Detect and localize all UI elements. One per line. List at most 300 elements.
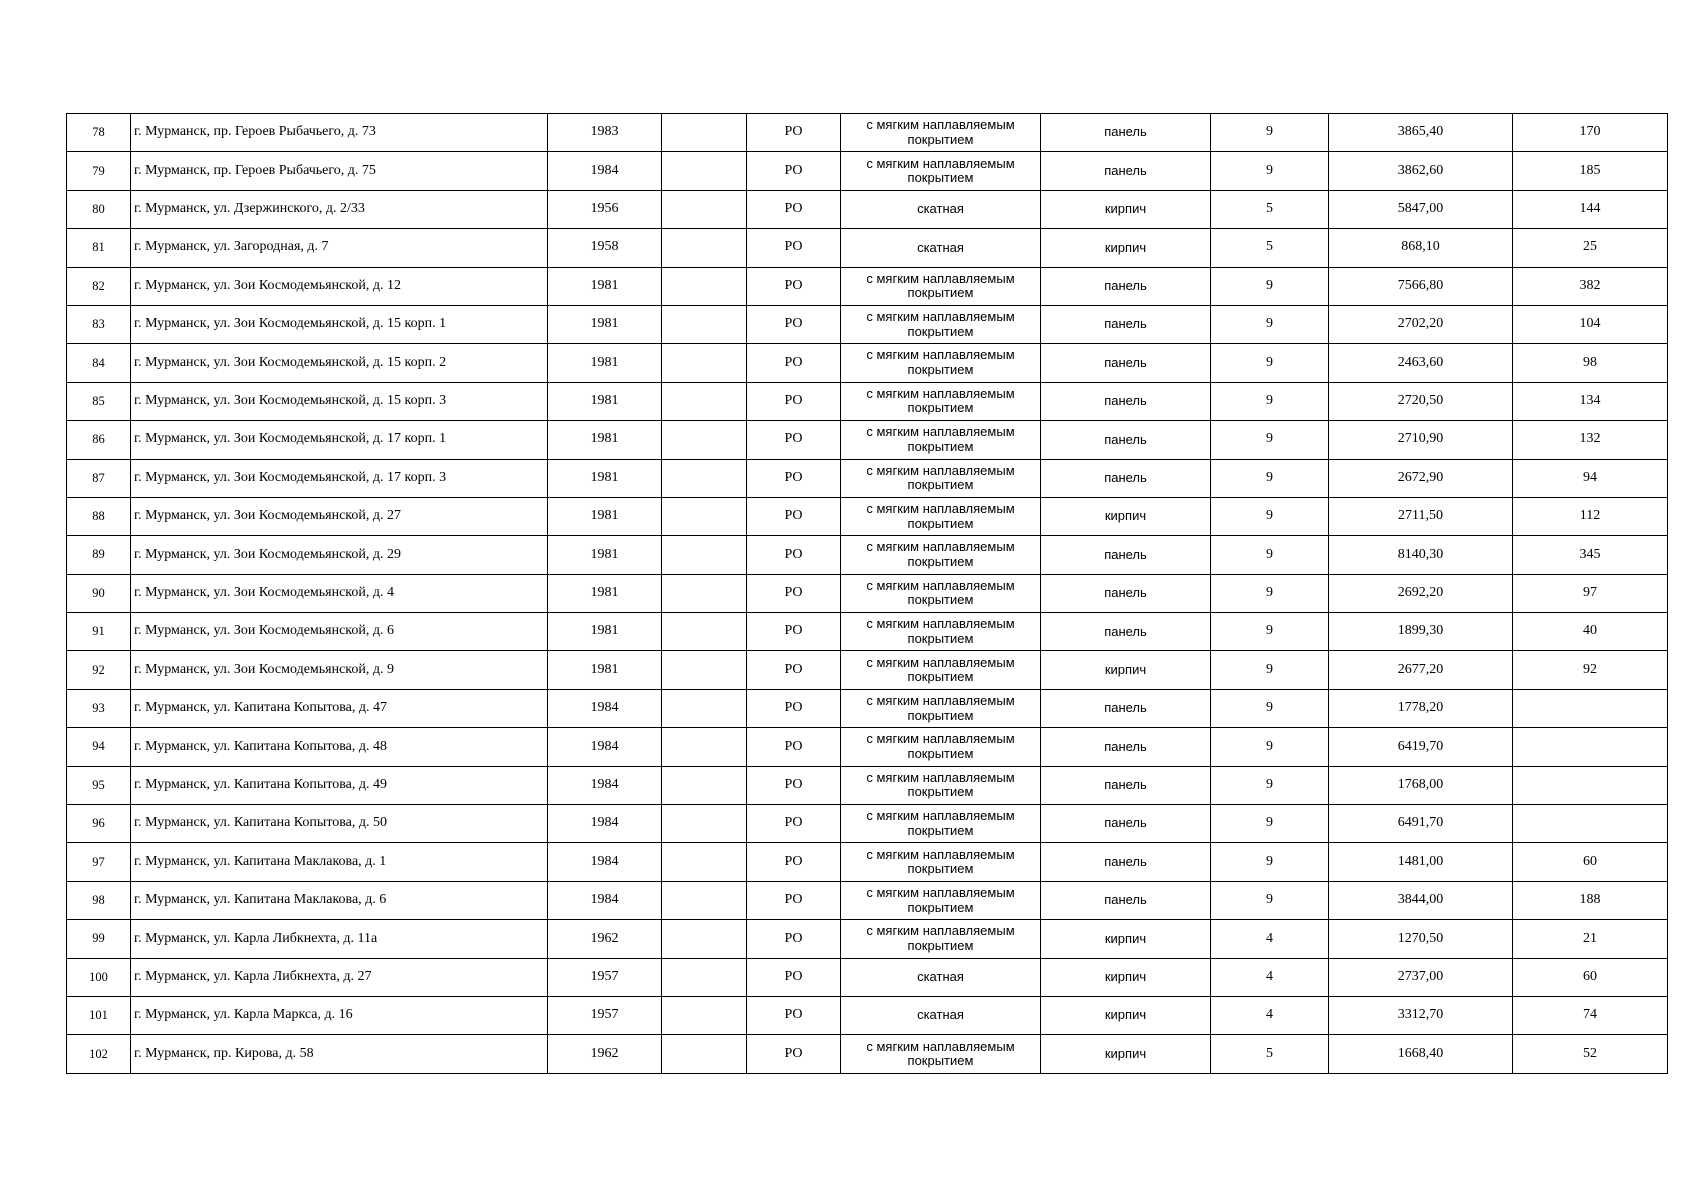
row-number-cell: 88 <box>67 497 131 535</box>
residents-cell: 185 <box>1513 152 1668 190</box>
roof-type-line: с мягким наплавляемым <box>866 769 1015 785</box>
area-cell: 5847,00 <box>1329 190 1513 228</box>
address-cell: г. Мурманск, ул. Зои Космодемьянской, д. 17 корп. 1 <box>131 421 548 459</box>
empty-cell <box>662 766 747 804</box>
empty-cell <box>662 920 747 958</box>
wall-material-cell: панель <box>1041 881 1211 919</box>
residents-cell: 60 <box>1513 843 1668 881</box>
org-cell: РО <box>747 689 841 727</box>
roof-type-line: покрытием <box>907 592 974 608</box>
org-cell: РО <box>747 382 841 420</box>
year-cell: 1984 <box>548 152 662 190</box>
year-cell: 1984 <box>548 728 662 766</box>
residents-cell: 132 <box>1513 421 1668 459</box>
year-cell: 1983 <box>548 114 662 152</box>
roof-type-cell <box>841 651 1041 689</box>
org-cell: РО <box>747 267 841 305</box>
wall-material-cell: панель <box>1041 843 1211 881</box>
area-cell: 3312,70 <box>1329 996 1513 1034</box>
floors-cell: 9 <box>1211 459 1329 497</box>
roof-type-line: покрытием <box>907 937 974 953</box>
year-cell: 1981 <box>548 305 662 343</box>
address-cell: г. Мурманск, ул. Капитана Копытова, д. 47 <box>131 689 548 727</box>
row-number-cell: 87 <box>67 459 131 497</box>
roof-type-line: покрытием <box>907 438 974 454</box>
year-cell: 1956 <box>548 190 662 228</box>
year-cell: 1962 <box>548 920 662 958</box>
residents-cell: 21 <box>1513 920 1668 958</box>
roof-type-line: скатная <box>917 969 964 985</box>
roof-type-line: с мягким наплавляемым <box>866 424 1015 440</box>
wall-material-cell: панель <box>1041 267 1211 305</box>
org-cell: РО <box>747 996 841 1034</box>
row-number-cell: 102 <box>67 1035 131 1073</box>
org-cell: РО <box>747 421 841 459</box>
wall-material-cell: панель <box>1041 114 1211 152</box>
table-row <box>67 382 1668 420</box>
residents-cell: 134 <box>1513 382 1668 420</box>
row-number-cell: 97 <box>67 843 131 881</box>
org-cell: РО <box>747 459 841 497</box>
wall-material-cell: панель <box>1041 382 1211 420</box>
roof-type-line: скатная <box>917 239 964 255</box>
empty-cell <box>662 459 747 497</box>
address-cell: г. Мурманск, ул. Капитана Маклакова, д. 1 <box>131 843 548 881</box>
roof-type-line: скатная <box>917 1007 964 1023</box>
empty-cell <box>662 958 747 996</box>
row-number-cell: 81 <box>67 229 131 267</box>
table-row <box>67 305 1668 343</box>
housing-table <box>66 113 1668 1074</box>
floors-cell: 9 <box>1211 536 1329 574</box>
table-row <box>67 497 1668 535</box>
residents-cell: 144 <box>1513 190 1668 228</box>
year-cell: 1984 <box>548 766 662 804</box>
row-number-cell: 89 <box>67 536 131 574</box>
residents-cell <box>1513 766 1668 804</box>
floors-cell: 9 <box>1211 152 1329 190</box>
org-cell: РО <box>747 114 841 152</box>
roof-type-cell <box>841 459 1041 497</box>
residents-cell <box>1513 689 1668 727</box>
area-cell: 2710,90 <box>1329 421 1513 459</box>
empty-cell <box>662 996 747 1034</box>
roof-type-cell <box>841 843 1041 881</box>
table-row <box>67 190 1668 228</box>
residents-cell <box>1513 728 1668 766</box>
org-cell: РО <box>747 152 841 190</box>
floors-cell: 5 <box>1211 229 1329 267</box>
org-cell: РО <box>747 613 841 651</box>
wall-material-cell: панель <box>1041 766 1211 804</box>
wall-material-cell: кирпич <box>1041 1035 1211 1073</box>
roof-type-line: покрытием <box>907 1053 974 1069</box>
floors-cell: 9 <box>1211 421 1329 459</box>
empty-cell <box>662 651 747 689</box>
address-cell: г. Мурманск, ул. Зои Космодемьянской, д. 15 корп. 2 <box>131 344 548 382</box>
row-number-cell: 82 <box>67 267 131 305</box>
address-cell: г. Мурманск, ул. Карла Либкнехта, д. 11а <box>131 920 548 958</box>
floors-cell: 9 <box>1211 497 1329 535</box>
roof-type-cell <box>841 114 1041 152</box>
roof-type-line: с мягким наплавляемым <box>866 616 1015 632</box>
floors-cell: 9 <box>1211 574 1329 612</box>
empty-cell <box>662 574 747 612</box>
area-cell: 1768,00 <box>1329 766 1513 804</box>
roof-type-line: покрытием <box>907 170 974 186</box>
area-cell: 1778,20 <box>1329 689 1513 727</box>
area-cell: 6419,70 <box>1329 728 1513 766</box>
roof-type-line: с мягким наплавляемым <box>866 693 1015 708</box>
address-cell: г. Мурманск, ул. Загородная, д. 7 <box>131 229 548 267</box>
wall-material-cell: панель <box>1041 305 1211 343</box>
roof-type-line: с мягким наплавляемым <box>866 884 1015 900</box>
wall-material-cell: кирпич <box>1041 190 1211 228</box>
row-number-cell: 91 <box>67 613 131 651</box>
area-cell: 2702,20 <box>1329 305 1513 343</box>
area-cell: 2672,90 <box>1329 459 1513 497</box>
wall-material-cell: кирпич <box>1041 920 1211 958</box>
year-cell: 1981 <box>548 536 662 574</box>
empty-cell <box>662 805 747 843</box>
area-cell: 2677,20 <box>1329 651 1513 689</box>
table-row <box>67 728 1668 766</box>
wall-material-cell: кирпич <box>1041 996 1211 1034</box>
year-cell: 1957 <box>548 996 662 1034</box>
year-cell: 1981 <box>548 421 662 459</box>
empty-cell <box>662 1035 747 1073</box>
wall-material-cell: кирпич <box>1041 229 1211 267</box>
org-cell: РО <box>747 305 841 343</box>
wall-material-cell: панель <box>1041 152 1211 190</box>
empty-cell <box>662 421 747 459</box>
empty-cell <box>662 152 747 190</box>
area-cell: 1481,00 <box>1329 843 1513 881</box>
address-cell: г. Мурманск, ул. Карла Либкнехта, д. 27 <box>131 958 548 996</box>
roof-type-cell <box>841 613 1041 651</box>
table-row <box>67 459 1668 497</box>
roof-type-line: с мягким наплавляемым <box>866 808 1015 824</box>
residents-cell: 94 <box>1513 459 1668 497</box>
row-number-cell: 96 <box>67 805 131 843</box>
roof-type-line: с мягким наплавляемым <box>866 270 1015 286</box>
roof-type-cell <box>841 689 1041 727</box>
empty-cell <box>662 114 747 152</box>
empty-cell <box>662 689 747 727</box>
roof-type-cell <box>841 229 1041 267</box>
table-body <box>67 114 1668 1074</box>
address-cell: г. Мурманск, ул. Зои Космодемьянской, д. 9 <box>131 651 548 689</box>
empty-cell <box>662 843 747 881</box>
roof-type-line: покрытием <box>907 630 974 646</box>
area-cell: 868,10 <box>1329 229 1513 267</box>
row-number-cell: 84 <box>67 344 131 382</box>
roof-type-cell <box>841 996 1041 1034</box>
empty-cell <box>662 190 747 228</box>
row-number-cell: 94 <box>67 728 131 766</box>
area-cell: 1270,50 <box>1329 920 1513 958</box>
table-row <box>67 421 1668 459</box>
residents-cell: 92 <box>1513 651 1668 689</box>
org-cell: РО <box>747 920 841 958</box>
year-cell: 1984 <box>548 843 662 881</box>
floors-cell: 4 <box>1211 996 1329 1034</box>
residents-cell: 188 <box>1513 881 1668 919</box>
roof-type-cell <box>841 536 1041 574</box>
roof-type-line: с мягким наплавляемым <box>866 385 1015 401</box>
org-cell: РО <box>747 536 841 574</box>
area-cell: 6491,70 <box>1329 805 1513 843</box>
roof-type-cell <box>841 305 1041 343</box>
floors-cell: 5 <box>1211 190 1329 228</box>
table-row <box>67 805 1668 843</box>
roof-type-line: с мягким наплавляемым <box>866 117 1015 133</box>
year-cell: 1981 <box>548 613 662 651</box>
org-cell: РО <box>747 1035 841 1073</box>
roof-type-line: с мягким наплавляемым <box>866 731 1015 747</box>
residents-cell: 52 <box>1513 1035 1668 1073</box>
area-cell: 2737,00 <box>1329 958 1513 996</box>
area-cell: 3844,00 <box>1329 881 1513 919</box>
area-cell: 3865,40 <box>1329 114 1513 152</box>
wall-material-cell: панель <box>1041 805 1211 843</box>
area-cell: 1668,40 <box>1329 1035 1513 1073</box>
roof-type-line: с мягким наплавляемым <box>866 923 1015 939</box>
wall-material-cell: кирпич <box>1041 651 1211 689</box>
row-number-cell: 78 <box>67 114 131 152</box>
area-cell: 2463,60 <box>1329 344 1513 382</box>
residents-cell: 97 <box>1513 574 1668 612</box>
area-cell: 3862,60 <box>1329 152 1513 190</box>
table-row <box>67 958 1668 996</box>
roof-type-cell <box>841 766 1041 804</box>
row-number-cell: 83 <box>67 305 131 343</box>
floors-cell: 9 <box>1211 651 1329 689</box>
org-cell: РО <box>747 651 841 689</box>
org-cell: РО <box>747 881 841 919</box>
roof-type-cell <box>841 382 1041 420</box>
table-row <box>67 114 1668 152</box>
year-cell: 1981 <box>548 382 662 420</box>
area-cell: 2720,50 <box>1329 382 1513 420</box>
floors-cell: 9 <box>1211 613 1329 651</box>
table-row <box>67 229 1668 267</box>
area-cell: 2692,20 <box>1329 574 1513 612</box>
org-cell: РО <box>747 497 841 535</box>
address-cell: г. Мурманск, ул. Зои Космодемьянской, д. 6 <box>131 613 548 651</box>
residents-cell: 170 <box>1513 114 1668 152</box>
residents-cell: 98 <box>1513 344 1668 382</box>
floors-cell: 9 <box>1211 689 1329 727</box>
wall-material-cell: панель <box>1041 728 1211 766</box>
roof-type-line: покрытием <box>907 400 974 416</box>
year-cell: 1984 <box>548 689 662 727</box>
wall-material-cell: панель <box>1041 689 1211 727</box>
address-cell: г. Мурманск, ул. Зои Космодемьянской, д. 4 <box>131 574 548 612</box>
row-number-cell: 93 <box>67 689 131 727</box>
floors-cell: 9 <box>1211 344 1329 382</box>
empty-cell <box>662 536 747 574</box>
address-cell: г. Мурманск, пр. Кирова, д. 58 <box>131 1035 548 1073</box>
address-cell: г. Мурманск, ул. Карла Маркса, д. 16 <box>131 996 548 1034</box>
roof-type-cell <box>841 190 1041 228</box>
roof-type-line: с мягким наплавляемым <box>866 539 1015 555</box>
roof-type-line: с мягким наплавляемым <box>866 846 1015 862</box>
roof-type-cell <box>841 920 1041 958</box>
address-cell: г. Мурманск, ул. Зои Космодемьянской, д. 12 <box>131 267 548 305</box>
floors-cell: 9 <box>1211 881 1329 919</box>
roof-type-line: с мягким наплавляемым <box>866 577 1015 593</box>
year-cell: 1981 <box>548 574 662 612</box>
org-cell: РО <box>747 843 841 881</box>
floors-cell: 5 <box>1211 1035 1329 1073</box>
residents-cell: 104 <box>1513 305 1668 343</box>
address-cell: г. Мурманск, ул. Капитана Копытова, д. 50 <box>131 805 548 843</box>
roof-type-line: скатная <box>917 201 964 217</box>
roof-type-line: покрытием <box>907 553 974 569</box>
roof-type-line: с мягким наплавляемым <box>866 1038 1015 1054</box>
year-cell: 1984 <box>548 881 662 919</box>
org-cell: РО <box>747 958 841 996</box>
roof-type-line: покрытием <box>907 784 974 800</box>
org-cell: РО <box>747 229 841 267</box>
table-row <box>67 536 1668 574</box>
roof-type-cell <box>841 152 1041 190</box>
table-row <box>67 651 1668 689</box>
roof-type-line: покрытием <box>907 285 974 301</box>
roof-type-cell <box>841 421 1041 459</box>
roof-type-line: с мягким наплавляемым <box>866 501 1015 517</box>
roof-type-line: с мягким наплавляемым <box>866 462 1015 478</box>
address-cell: г. Мурманск, ул. Зои Космодемьянской, д. 15 корп. 3 <box>131 382 548 420</box>
empty-cell <box>662 267 747 305</box>
year-cell: 1981 <box>548 459 662 497</box>
floors-cell: 9 <box>1211 728 1329 766</box>
address-cell: г. Мурманск, ул. Зои Космодемьянской, д. 29 <box>131 536 548 574</box>
roof-type-line: покрытием <box>907 822 974 838</box>
floors-cell: 4 <box>1211 920 1329 958</box>
wall-material-cell: кирпич <box>1041 497 1211 535</box>
empty-cell <box>662 229 747 267</box>
table-row <box>67 843 1668 881</box>
floors-cell: 9 <box>1211 766 1329 804</box>
row-number-cell: 79 <box>67 152 131 190</box>
wall-material-cell: панель <box>1041 613 1211 651</box>
roof-type-cell <box>841 958 1041 996</box>
wall-material-cell: кирпич <box>1041 958 1211 996</box>
row-number-cell: 95 <box>67 766 131 804</box>
roof-type-line: покрытием <box>907 669 974 685</box>
address-cell: г. Мурманск, ул. Зои Космодемьянской, д. 15 корп. 1 <box>131 305 548 343</box>
roof-type-cell <box>841 574 1041 612</box>
floors-cell: 9 <box>1211 305 1329 343</box>
address-cell: г. Мурманск, ул. Капитана Копытова, д. 49 <box>131 766 548 804</box>
year-cell: 1957 <box>548 958 662 996</box>
year-cell: 1981 <box>548 651 662 689</box>
table-row <box>67 881 1668 919</box>
row-number-cell: 101 <box>67 996 131 1034</box>
wall-material-cell: панель <box>1041 459 1211 497</box>
table-row <box>67 613 1668 651</box>
floors-cell: 9 <box>1211 805 1329 843</box>
org-cell: РО <box>747 728 841 766</box>
empty-cell <box>662 305 747 343</box>
year-cell: 1958 <box>548 229 662 267</box>
empty-cell <box>662 344 747 382</box>
table-row <box>67 689 1668 727</box>
roof-type-cell <box>841 267 1041 305</box>
empty-cell <box>662 382 747 420</box>
roof-type-line: покрытием <box>907 477 974 493</box>
address-cell: г. Мурманск, ул. Дзержинского, д. 2/33 <box>131 190 548 228</box>
floors-cell: 9 <box>1211 267 1329 305</box>
roof-type-line: с мягким наплавляемым <box>866 155 1015 171</box>
year-cell: 1981 <box>548 497 662 535</box>
residents-cell: 345 <box>1513 536 1668 574</box>
area-cell: 7566,80 <box>1329 267 1513 305</box>
roof-type-cell <box>841 728 1041 766</box>
roof-type-line: покрытием <box>907 707 974 723</box>
roof-type-line: покрытием <box>907 362 974 378</box>
floors-cell: 9 <box>1211 843 1329 881</box>
row-number-cell: 98 <box>67 881 131 919</box>
roof-type-line: покрытием <box>907 899 974 915</box>
area-cell: 8140,30 <box>1329 536 1513 574</box>
roof-type-cell <box>841 1035 1041 1073</box>
wall-material-cell: панель <box>1041 344 1211 382</box>
table-row <box>67 766 1668 804</box>
row-number-cell: 90 <box>67 574 131 612</box>
empty-cell <box>662 613 747 651</box>
empty-cell <box>662 728 747 766</box>
table-row <box>67 267 1668 305</box>
roof-type-line: с мягким наплавляемым <box>866 654 1015 670</box>
roof-type-cell <box>841 344 1041 382</box>
org-cell: РО <box>747 190 841 228</box>
floors-cell: 9 <box>1211 382 1329 420</box>
residents-cell: 112 <box>1513 497 1668 535</box>
table-row <box>67 344 1668 382</box>
row-number-cell: 99 <box>67 920 131 958</box>
roof-type-line: покрытием <box>907 515 974 531</box>
area-cell: 1899,30 <box>1329 613 1513 651</box>
wall-material-cell: панель <box>1041 536 1211 574</box>
table-row <box>67 152 1668 190</box>
row-number-cell: 100 <box>67 958 131 996</box>
empty-cell <box>662 881 747 919</box>
area-cell: 2711,50 <box>1329 497 1513 535</box>
floors-cell: 4 <box>1211 958 1329 996</box>
wall-material-cell: панель <box>1041 421 1211 459</box>
floors-cell: 9 <box>1211 114 1329 152</box>
residents-cell: 382 <box>1513 267 1668 305</box>
roof-type-line: с мягким наплавляемым <box>866 347 1015 363</box>
roof-type-cell <box>841 881 1041 919</box>
row-number-cell: 80 <box>67 190 131 228</box>
residents-cell <box>1513 805 1668 843</box>
address-cell: г. Мурманск, пр. Героев Рыбачьего, д. 75 <box>131 152 548 190</box>
row-number-cell: 85 <box>67 382 131 420</box>
org-cell: РО <box>747 344 841 382</box>
empty-cell <box>662 497 747 535</box>
row-number-cell: 86 <box>67 421 131 459</box>
roof-type-line: покрытием <box>907 131 974 147</box>
address-cell: г. Мурманск, ул. Зои Космодемьянской, д. 17 корп. 3 <box>131 459 548 497</box>
org-cell: РО <box>747 766 841 804</box>
wall-material-cell: панель <box>1041 574 1211 612</box>
table-row <box>67 1035 1668 1073</box>
residents-cell: 25 <box>1513 229 1668 267</box>
